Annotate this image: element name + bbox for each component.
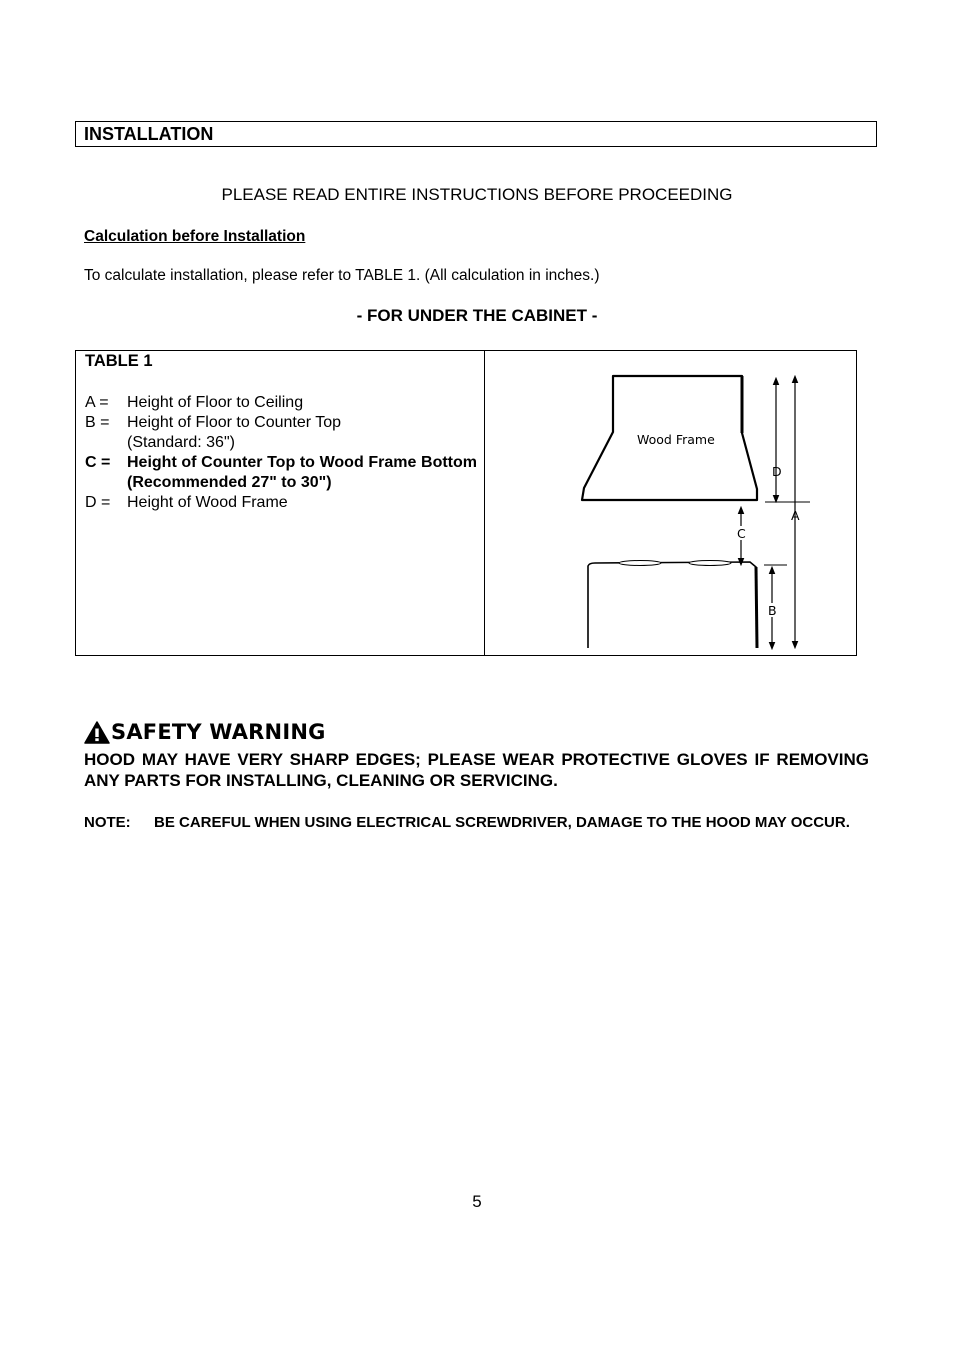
cabinet-heading: - FOR UNDER THE CABINET -: [356, 306, 598, 325]
calculation-text: To calculate installation, please refer to TABLE 1. (All calculation in inches.): [84, 267, 600, 284]
calculation-heading: Calculation before Installation: [84, 228, 306, 245]
table-title: TABLE 1: [85, 352, 153, 370]
table-1: [75, 350, 857, 656]
legend-desc: Height of Wood Frame: [127, 494, 288, 511]
safety-warning-heading: [84, 720, 326, 744]
wood-frame-label: Wood Frame: [637, 432, 715, 447]
page-number: 5: [472, 1192, 482, 1211]
table-legend: [85, 393, 477, 513]
burner-right: [689, 561, 731, 566]
warning-triangle-icon: [84, 721, 110, 744]
legend-row-a: [85, 393, 477, 413]
legend-key: C =: [85, 454, 111, 471]
legend-key: D =: [85, 494, 111, 511]
legend-row-d: [85, 493, 477, 513]
legend-key: B =: [85, 414, 110, 431]
counter-shadow: [756, 567, 757, 648]
dimension-c-label: C: [737, 526, 746, 541]
section-title: INSTALLATION: [75, 121, 877, 147]
legend-row-b-note: [85, 433, 477, 453]
note-label: NOTE:: [84, 814, 131, 831]
legend-key: [85, 433, 127, 453]
dimension-b-label: B: [768, 603, 777, 618]
installation-diagram: [485, 351, 857, 655]
note-text: BE CAREFUL WHEN USING ELECTRICAL SCREWDRIVER, DAMAGE TO THE HOOD MAY OCCUR.: [154, 814, 850, 831]
legend-desc: Height of Floor to Ceiling: [127, 394, 304, 411]
legend-row-b: [85, 413, 477, 433]
safety-warning-title: SAFETY WARNING: [111, 720, 326, 744]
legend-desc: Height of Floor to Counter Top: [127, 414, 342, 431]
legend-key: A =: [85, 394, 109, 411]
read-instructions-notice: PLEASE READ ENTIRE INSTRUCTIONS BEFORE PROCEEDING: [221, 185, 733, 204]
counter-top: [588, 562, 757, 648]
dimension-a-label: A: [791, 508, 800, 523]
dimension-d-label: D: [772, 464, 782, 479]
burner-left: [619, 561, 661, 566]
legend-desc: (Standard: 36"): [127, 434, 235, 451]
legend-desc: Height of Counter Top to Wood Frame Bottom (Recommended 27" to 30"): [127, 454, 477, 491]
safety-note: [84, 814, 869, 832]
safety-warning-body: HOOD MAY HAVE VERY SHARP EDGES; PLEASE WEAR PROTECTIVE GLOVES IF REMOVING ANY PARTS FOR INSTALLING, CLEANING OR SERVICING.: [84, 750, 869, 790]
legend-row-c: [85, 453, 477, 493]
